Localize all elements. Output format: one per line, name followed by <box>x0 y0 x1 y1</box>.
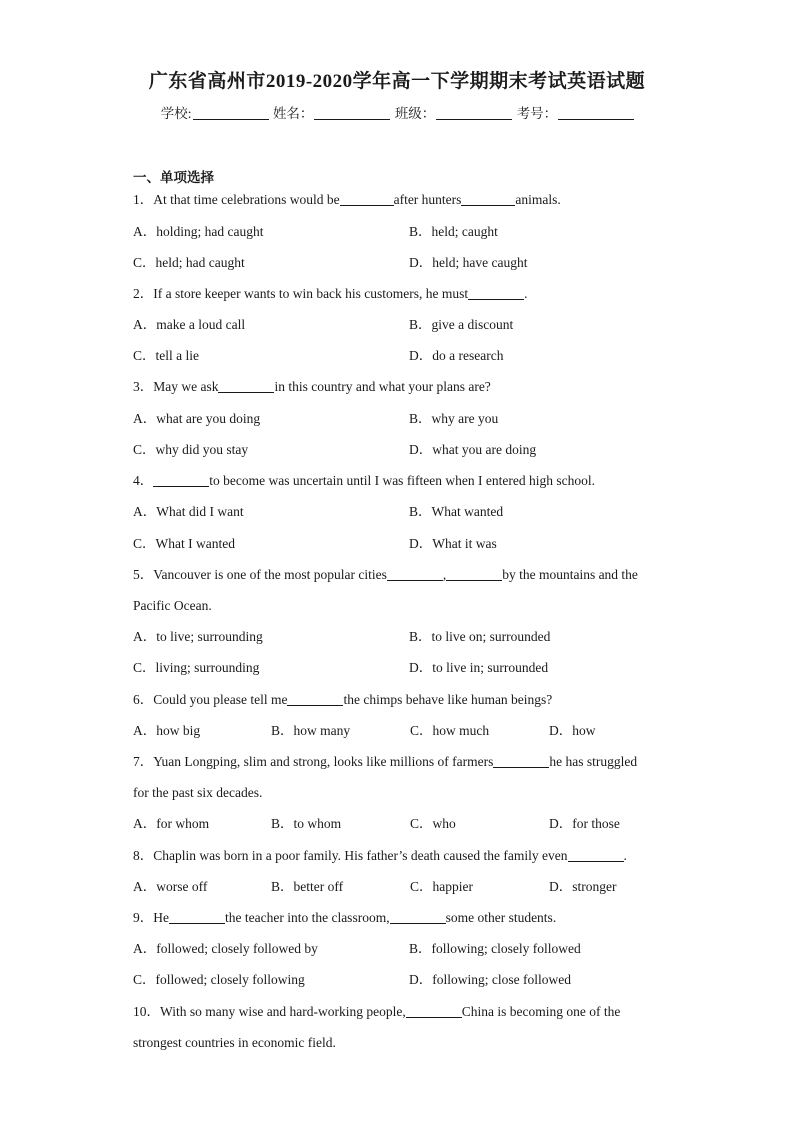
question-text: . <box>524 286 528 301</box>
option-d: D．to live in; surrounded <box>409 660 549 675</box>
question-number: 3． <box>133 379 154 394</box>
question-number: 6． <box>133 692 154 707</box>
option-b: B．better off <box>271 879 344 894</box>
question-number: 7． <box>133 754 154 769</box>
answer-blank <box>568 848 624 862</box>
question-6 <box>133 691 552 709</box>
question-text: . <box>623 848 627 863</box>
name-blank <box>314 106 390 120</box>
question-number: 1． <box>133 192 154 207</box>
question-number: 9． <box>133 910 154 925</box>
option-d: D．for those <box>549 816 620 831</box>
question-text: Vancouver is one of the most popular cities <box>153 567 387 582</box>
question-5 <box>133 566 638 584</box>
option-c: C．living; surrounding <box>133 660 260 675</box>
name-label: 姓名： <box>272 106 314 121</box>
option-d: D．What it was <box>409 536 497 551</box>
question-text: after hunters <box>393 192 462 207</box>
question-text: China is becoming one of the <box>461 1004 621 1019</box>
question-text: If a store keeper wants to win back his customers, he must <box>153 286 469 301</box>
question-number: 4． <box>133 473 154 488</box>
school-blank <box>193 106 269 120</box>
question-text: Could you please tell me <box>153 692 288 707</box>
question-number: 5． <box>133 567 154 582</box>
class-label: 班级： <box>394 106 436 121</box>
option-a: A．make a loud call <box>133 317 246 332</box>
school-label: 学校: <box>160 106 192 121</box>
option-b: B．to whom <box>271 816 342 831</box>
option-c: C．how much <box>410 723 490 738</box>
question-text: to become was uncertain until I was fifteen when I entered high school. <box>209 473 595 488</box>
class-blank <box>436 106 512 120</box>
option-c: C．held; had caught <box>133 255 245 270</box>
exam-number-blank <box>558 106 634 120</box>
option-a: A．What did I want <box>133 504 244 519</box>
option-b: B．What wanted <box>409 504 504 519</box>
option-b: B．following; closely followed <box>409 941 581 956</box>
option-b: B．to live on; surrounded <box>409 629 551 644</box>
option-a: A．what are you doing <box>133 411 261 426</box>
option-b: B．give a discount <box>409 317 514 332</box>
question-text: the chimps behave like human beings? <box>343 692 553 707</box>
answer-blank <box>169 910 225 924</box>
answer-blank <box>387 567 443 581</box>
question-10-continuation: strongest countries in economic field. <box>133 1035 336 1050</box>
option-c: C．why did you stay <box>133 442 249 457</box>
option-c: C．What I wanted <box>133 536 235 551</box>
option-a: A．how big <box>133 723 201 738</box>
question-text: At that time celebrations would be <box>153 192 340 207</box>
answer-blank <box>446 567 502 581</box>
question-text: With so many wise and hard-working people, <box>160 1004 406 1019</box>
answer-blank <box>390 910 446 924</box>
question-7 <box>133 753 637 771</box>
option-b: B．how many <box>271 723 351 738</box>
option-a: A．for whom <box>133 816 210 831</box>
option-b: B．held; caught <box>409 224 498 239</box>
answer-blank <box>218 379 274 393</box>
option-d: D．what you are doing <box>409 442 537 457</box>
page-title: 广东省高州市2019-2020学年高一下学期期末考试英语试题 <box>148 71 646 92</box>
option-d: D．do a research <box>409 348 504 363</box>
question-number: 8． <box>133 848 154 863</box>
option-b: B．why are you <box>409 411 499 426</box>
question-text: , <box>442 567 447 582</box>
question-text: he has struggled <box>549 754 638 769</box>
question-5-continuation: Pacific Ocean. <box>133 598 212 613</box>
option-c: C．followed; closely following <box>133 972 305 987</box>
question-3 <box>133 378 491 396</box>
option-c: C．happier <box>410 879 473 894</box>
exam-number-label: 考号： <box>516 106 558 121</box>
answer-blank <box>461 192 515 206</box>
question-text: Yuan Longping, slim and strong, looks like millions of farmers <box>153 754 494 769</box>
question-text: He <box>153 910 169 925</box>
answer-blank <box>340 192 394 206</box>
answer-blank <box>153 473 209 487</box>
answer-blank <box>406 1004 462 1018</box>
option-d: D．how <box>549 723 596 738</box>
option-a: A．holding; had caught <box>133 224 264 239</box>
question-10 <box>133 1003 620 1021</box>
option-c: C．who <box>410 816 456 831</box>
option-d: D．held; have caught <box>409 255 528 270</box>
option-a: A．followed; closely followed by <box>133 941 318 956</box>
question-9 <box>133 909 556 927</box>
question-7-continuation: for the past six decades. <box>133 785 263 800</box>
question-2 <box>133 285 528 303</box>
answer-blank <box>468 286 524 300</box>
section-heading: 一、单项选择 <box>133 170 214 185</box>
question-text: May we ask <box>153 379 219 394</box>
student-info-line <box>0 102 794 122</box>
question-text: animals. <box>515 192 561 207</box>
question-text: in this country and what your plans are? <box>274 379 491 394</box>
question-text: some other students. <box>445 910 557 925</box>
option-c: C．tell a lie <box>133 348 199 363</box>
question-text: by the mountains and the <box>502 567 638 582</box>
question-1 <box>133 191 561 209</box>
answer-blank <box>493 754 549 768</box>
question-4 <box>133 472 595 490</box>
answer-blank <box>287 692 343 706</box>
option-d: D．stronger <box>549 879 617 894</box>
question-number: 2． <box>133 286 154 301</box>
question-text: Chaplin was born in a poor family. His father’s death caused the family even <box>153 848 568 863</box>
option-a: A．worse off <box>133 879 208 894</box>
option-d: D．following; close followed <box>409 972 571 987</box>
question-number: 10． <box>133 1004 160 1019</box>
question-text: the teacher into the classroom, <box>225 910 390 925</box>
question-8 <box>133 847 627 865</box>
option-a: A．to live; surrounding <box>133 629 263 644</box>
